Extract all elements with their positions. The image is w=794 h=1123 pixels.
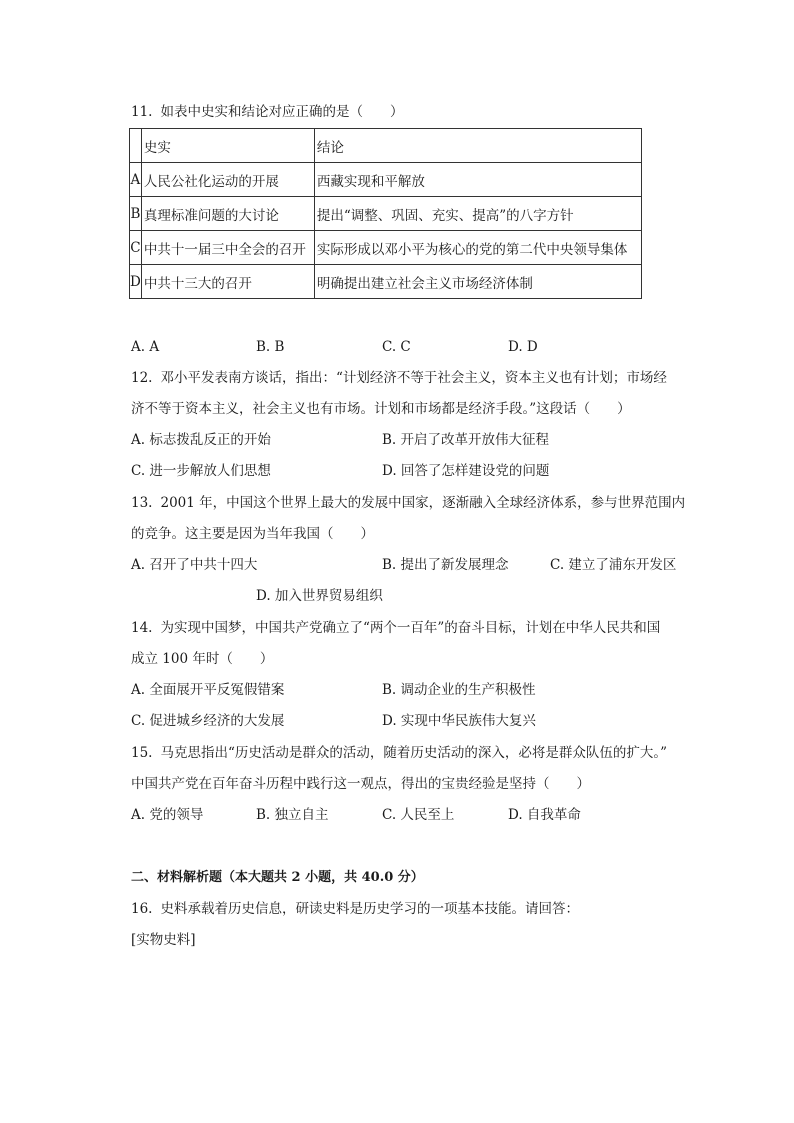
question-15-option-b: B. 独立自主 [256,807,329,823]
question-13-option-c: C. 建立了浦东开发区 [550,557,677,573]
question-16-stem: 16. 史料承载着历史信息，研读史料是历史学习的一项基本技能。请回答： [131,901,579,917]
question-number: 16. [131,901,153,917]
question-13-option-a: A. 召开了中共十四大 [131,557,258,573]
table-row [130,197,642,231]
table-row [130,163,642,197]
table-cell: 提出“调整、巩固、充实、提高”的八字方针 [314,197,641,231]
table-cell: 中共十一届三中全会的召开 [141,231,314,265]
table-cell: 人民公社化运动的开展 [141,163,314,197]
question-14-stem-continued: 成立 100 年时（ ） [131,651,274,667]
question-13-option-b: B. 提出了新发展理念 [382,557,509,573]
table-cell: 真理标准问题的大讨论 [141,197,314,231]
question-number: 13. [131,495,153,511]
question-11-option-b: B. B [256,339,285,355]
question-15-option-c: C. 人民至上 [382,807,455,823]
section-heading: 二、材料解析题（本大题共 2 小题，共 40.0 分） [131,870,424,885]
table-cell: D [130,265,142,299]
table-cell: A [130,163,142,197]
question-12-option-a: A. 标志拨乱反正的开始 [131,432,271,448]
question-13-stem-continued: 的竞争。这主要是因为当年我国（ ） [131,526,374,542]
question-16-subheading: [实物史料] [131,932,196,948]
question-14-option-a: A. 全面展开平反冤假错案 [131,682,285,698]
table-header-cell: 史实 [141,129,314,163]
question-15-option-a: A. 党的领导 [131,807,204,823]
question-12-stem-continued: 济不等于资本主义，社会主义也有市场。计划和市场都是经济手段。”这段话（ ） [131,401,631,417]
question-12-option-c: C. 进一步解放人们思想 [131,463,271,479]
question-11-table [129,128,642,299]
table-cell: 西藏实现和平解放 [314,163,641,197]
question-12-option-b: B. 开启了改革开放伟大征程 [382,432,550,448]
question-15-stem: 15. 马克思指出“历史活动是群众的活动，随着历史活动的深入，必将是群众队伍的扩大。” [131,745,668,761]
question-15-option-d: D. 自我革命 [508,807,581,823]
question-11-option-d: D. D [508,339,538,355]
table-cell: C [130,231,142,265]
question-14-stem: 14. 为实现中国梦，中国共产党确立了“两个一百年”的奋斗目标，计划在中华人民共和国 [131,620,661,636]
question-number: 12. [131,370,153,386]
question-11-stem: 11. 如表中史实和结论对应正确的是（ ） [131,104,404,120]
question-14-option-c: C. 促进城乡经济的大发展 [131,713,285,729]
table-row [130,231,642,265]
question-14-option-b: B. 调动企业的生产积极性 [382,682,536,698]
table-header-row [130,129,642,163]
question-number: 14. [131,620,153,636]
table-header-cell [130,129,142,163]
question-12-stem: 12. 邓小平发表南方谈话，指出：“计划经济不等于社会主义，资本主义也有计划；市场经 [131,370,667,386]
table-cell: 明确提出建立社会主义市场经济体制 [314,265,641,299]
question-number: 11. [131,104,153,120]
table-cell: 实际形成以邓小平为核心的党的第二代中央领导集体 [314,231,641,265]
table-cell: B [130,197,142,231]
table-header-cell: 结论 [314,129,641,163]
question-12-option-d: D. 回答了怎样建设党的问题 [382,463,550,479]
question-14-option-d: D. 实现中华民族伟大复兴 [382,713,536,729]
table-cell: 中共十三大的召开 [141,265,314,299]
question-13-option-d: D. 加入世界贸易组织 [256,588,383,604]
question-11-option-a: A. A [131,339,160,355]
question-number: 15. [131,745,153,761]
question-13-stem: 13. 2001 年，中国这个世界上最大的发展中国家，逐渐融入全球经济体系，参与世界范围内 [131,495,686,511]
table-row [130,265,642,299]
question-15-stem-continued: 中国共产党在百年奋斗历程中践行这一观点，得出的宝贵经验是坚持（ ） [131,776,590,792]
question-11-option-c: C. C [382,339,411,355]
